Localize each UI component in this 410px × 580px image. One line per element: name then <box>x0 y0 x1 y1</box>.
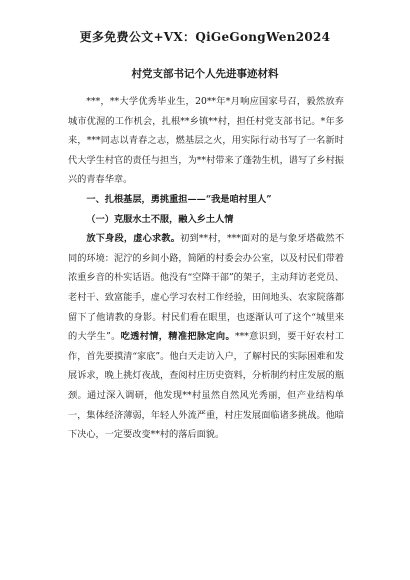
paragraph-1-text: 初到**村，***面对的是与象牙塔截然不同的环境：泥泞的乡间小路，简陋的村委会办公室，以及村民们带着浓重乡音的朴实话语。他没有“空降干部”的架子，主动拜访老党员、老村干、致富能手，虚心学习农村工作经验，田间地头、农家院落都留下了他请教的身影。村民们看在眼里，也逐渐认可了这个“城里来的大学生”。 <box>68 233 345 343</box>
section-heading: 一、扎根基层，勇挑重担——“我是咱村里人” <box>86 193 272 205</box>
paragraph-2-lead: 吃透村情，精准把脉定向。 <box>120 331 235 343</box>
document-body <box>68 92 344 445</box>
paragraph-2-text: ***意识到，要干好农村工作，首先要摸清“家底”。他白天走访入户，了解村民的实际困难和发展诉求，晚上挑灯夜战，查阅村庄历史资料，分析制约村庄发展的瓶颈。通过深入调研，他发现**村虽然自然风光秀丽，但产业结构单一，集体经济薄弱，年轻人外流严重，村庄发展面临诸多挑战。他暗下决心，一定要改变**村的落后面貌。 <box>68 331 345 441</box>
paragraph-1-lead: 放下身段，虚心求教。 <box>86 233 181 245</box>
intro-paragraph: ***，**大学优秀毕业生，20**年*月响应国家号召，毅然放弃城市优渥的工作机会，扎根**乡镇**村，担任村党支部书记。*年多来，***同志以青春之志，燃基层之火，用实际行动书写了一名新时代大学生村官的责任与担当，为**村带来了蓬勃生机，谱写了乡村振兴的青春华章。 <box>68 96 344 186</box>
document-title: 村党支部书记个人先进事迹材料 <box>131 68 279 80</box>
header-banner: 更多免费公文+VX：QiGeGongWen2024 <box>79 30 331 44</box>
paragraph-1 <box>68 229 344 445</box>
subsection-heading: （一）克服水土不服，融入乡土人情 <box>86 213 234 225</box>
